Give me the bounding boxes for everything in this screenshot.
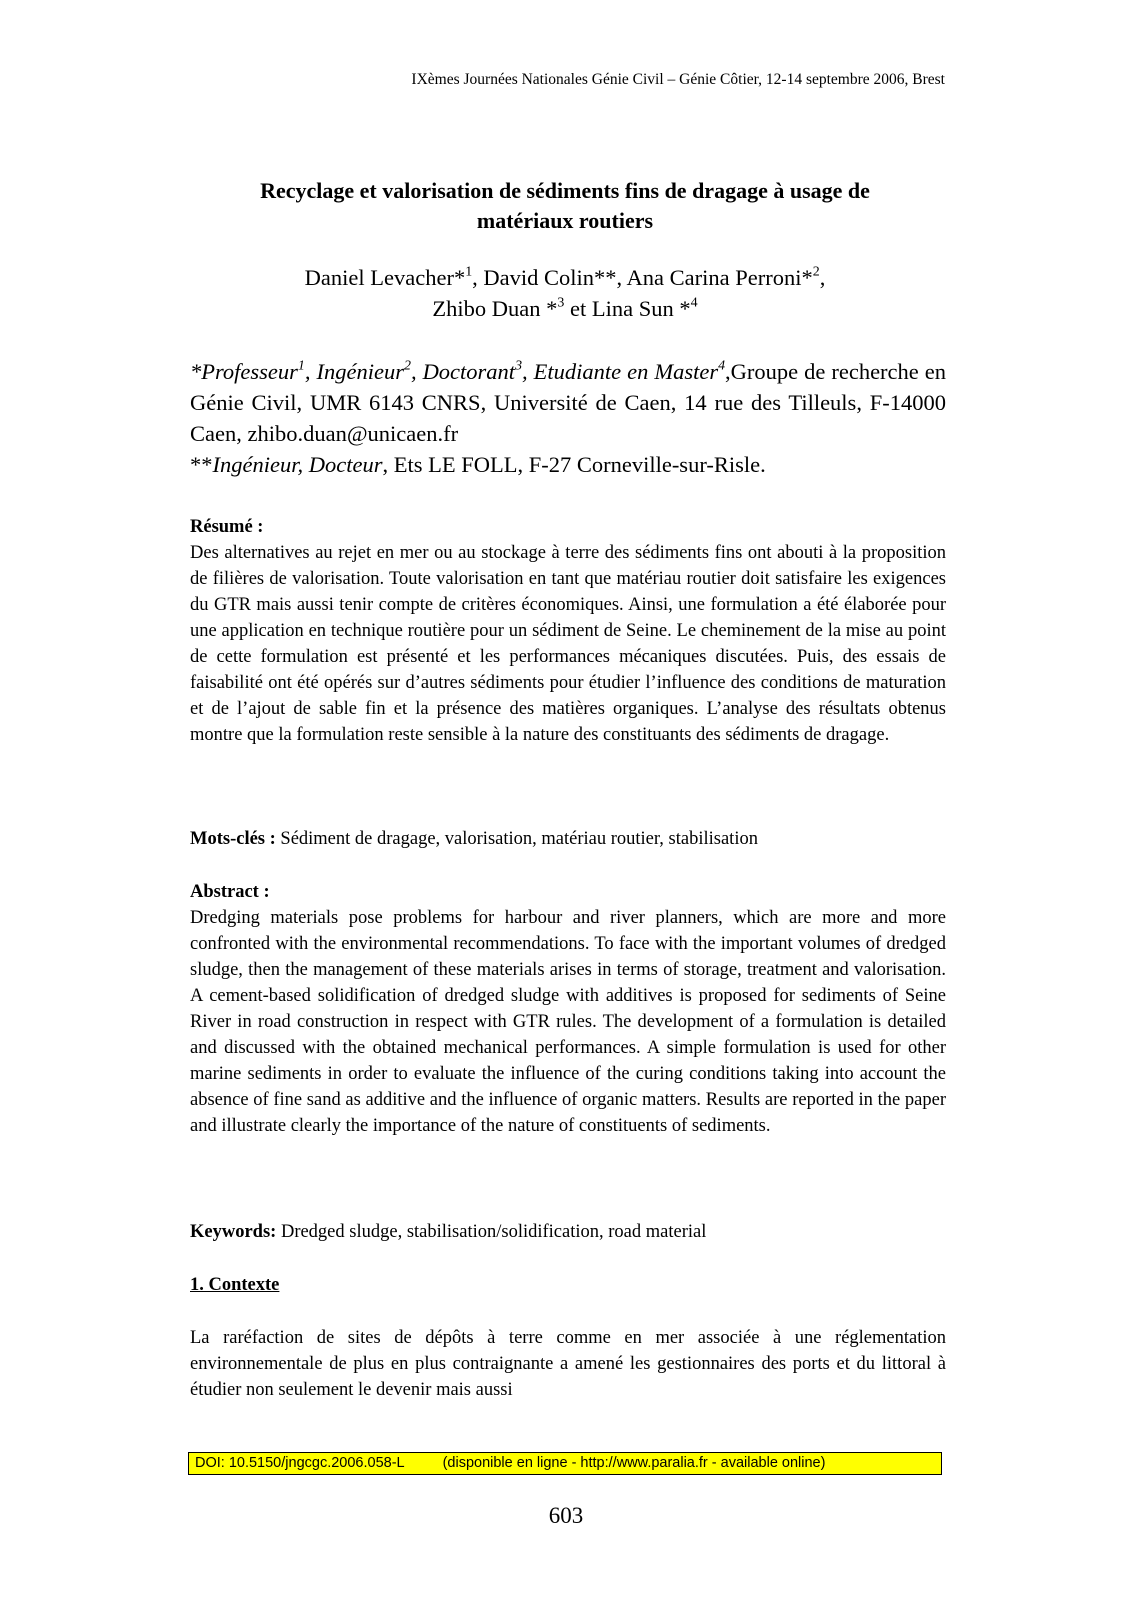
doi-text: DOI: 10.5150/jngcgc.2006.058-L: [195, 1455, 405, 1471]
title-line-2: matériaux routiers: [476, 208, 654, 233]
keywords-label: Keywords:: [190, 1222, 277, 1242]
contexte-text: La raréfaction de sites de dépôts à terre comme en mer associée à une réglementation environnementale de plus en plus contraignante a amené les gestionnaires des ports et du littoral à étudier non seulement le devenir mais aussi: [190, 1328, 946, 1400]
title-line-1: Recyclage et valorisation de sédiments fins de dragage à usage de: [260, 178, 870, 203]
running-header: IXèmes Journées Nationales Génie Civil – Génie Côtier, 12-14 septembre 2006, Brest: [411, 71, 945, 88]
contexte-section: [190, 1325, 946, 1403]
mots-cles-label: Mots-clés :: [190, 829, 276, 849]
authors-line-2: Zhibo Duan *$^3$ et Lina Sun *$^4$: [432, 295, 698, 321]
keywords: [190, 1219, 946, 1245]
author-list: [150, 262, 980, 324]
abstract-section: [190, 879, 946, 1139]
affiliations: [190, 356, 946, 480]
doi-banner: [188, 1452, 942, 1475]
paper-title: [150, 176, 980, 236]
mots-cles-text: Sédiment de dragage, valorisation, matériau routier, stabilisation: [275, 829, 758, 849]
resume-section: [190, 514, 946, 748]
affiliation-primary: *Professeur$^1$, Ingénieur$^2$, Doctorant$^3$, Etudiante en Master$^4$,Groupe de recherche en Génie Civil, UMR 6143 CNRS, Université de Caen, 14 rue des Tilleuls, F-14000 Caen, zhibo.duan@unicaen.fr: [190, 358, 946, 446]
contexte-heading-block: [190, 1272, 946, 1298]
resume-heading: Résumé :: [190, 517, 264, 537]
abstract-heading: Abstract :: [190, 882, 270, 902]
authors-line-1: Daniel Levacher*$^1$, David Colin**, Ana Carina Perroni*$^2$,: [304, 264, 826, 290]
mots-cles: [190, 826, 946, 852]
page-number: 603: [548, 1503, 584, 1528]
resume-text: Des alternatives au rejet en mer ou au stockage à terre des sédiments fins ont abouti à la proposition de filières de valorisation. Toute valorisation en tant que matériau routier doit satisfaire les exigences du GTR mais aussi tenir compte de critères économiques. Ainsi, une formulation a été élaborée pour une application en technique routière pour un sédiment de Seine. Le cheminement de la mise au point de cette formulation est présenté et les performances mécaniques discutées. Puis, des essais de faisabilité ont été opérés sur d’autres sédiments pour étudier l’influence des conditions de maturation et de l’ajout de sable fin et la présence des matières organiques. L’analyse des résultats obtenus montre que la formulation reste sensible à la nature des constituants des sédiments de dragage.: [190, 543, 946, 745]
availability-text: (disponible en ligne - http://www.paralia.fr - available online): [442, 1455, 826, 1471]
affiliation-secondary: **Ingénieur, Docteur, Ets LE FOLL, F-27 Corneville-sur-Risle.: [190, 452, 766, 477]
contexte-heading: 1. Contexte: [190, 1275, 280, 1295]
keywords-text: Dredged sludge, stabilisation/solidification, road material: [276, 1222, 707, 1242]
abstract-text: Dredging materials pose problems for harbour and river planners, which are more and more confronted with the environmental recommendations. To face with the important volumes of dredged sludge, then the management of these materials arises in terms of storage, treatment and valorisation. A cement-based solidification of dredged sludge with additives is proposed for sediments of Seine River in road construction in respect with GTR rules. The development of a formulation is detailed and discussed with the obtained mechanical performances. A simple formulation is used for other marine sediments in order to evaluate the influence of the curing conditions taking into account the absence of fine sand as additive and the influence of organic matters. Results are reported in the paper and illustrate clearly the importance of the nature of constituents of sediments.: [190, 908, 946, 1136]
